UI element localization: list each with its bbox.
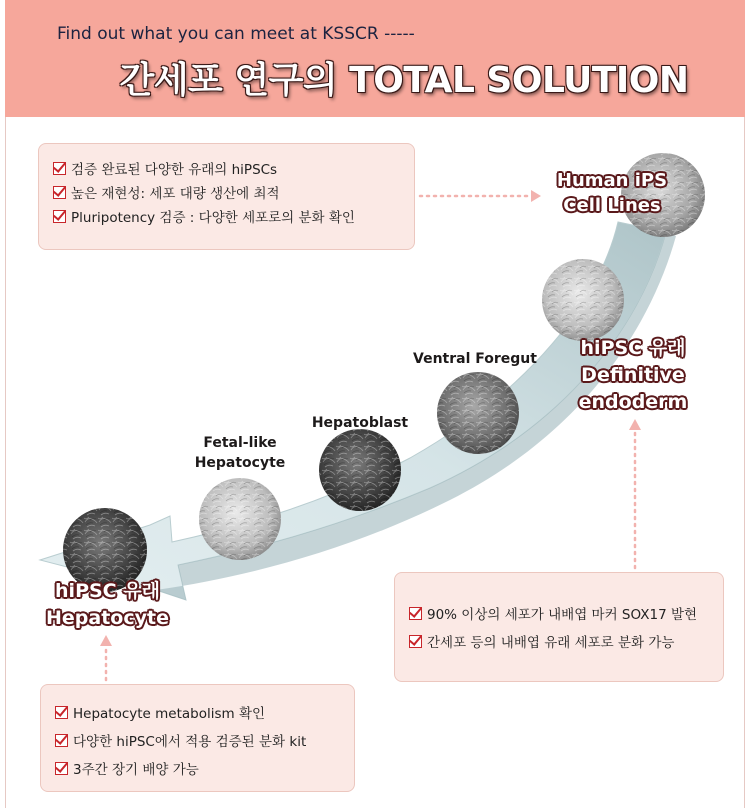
stage-label-definitive-endoderm: hiPSC 유래 Definitive endoderm <box>578 337 688 413</box>
list-item: 높은 재현성: 세포 대량 생산에 최적 <box>53 180 400 204</box>
list-item: Hepatocyte metabolism 확인 <box>55 698 340 726</box>
stage-label-hepatocyte: hiPSC 유래 Hepatocyte <box>46 580 169 629</box>
list-item: Pluripotency 검증 : 다양한 세포로의 분화 확인 <box>53 204 400 228</box>
checkbox-icon <box>55 762 68 775</box>
hepatocyte-info-box <box>40 684 355 792</box>
cell-image-hepatoblast <box>319 429 401 511</box>
stage-label-ventral-foregut: Ventral Foregut <box>413 351 537 367</box>
checkbox-icon <box>53 162 66 175</box>
list-item: 3주간 장기 배양 가능 <box>55 754 340 782</box>
ips-info-box <box>38 143 415 250</box>
top-box-connector <box>420 190 541 202</box>
checkbox-icon <box>55 706 68 719</box>
list-item: 검증 완료된 다양한 유래의 hiPSCs <box>53 156 400 180</box>
list-item: 다양한 hiPSC에서 적용 검증된 분화 kit <box>55 726 340 754</box>
cell-image-definitive-endoderm <box>542 259 624 341</box>
checkbox-icon <box>409 635 422 648</box>
checkbox-icon <box>53 210 66 223</box>
right-box-connector <box>629 419 641 568</box>
stage-label-hepatoblast: Hepatoblast <box>311 415 409 431</box>
checkbox-icon <box>55 734 68 747</box>
page-title: 간세포 연구의 TOTAL SOLUTION <box>119 60 689 101</box>
header-subtitle: Find out what you can meet at KSSCR ----- <box>57 24 415 44</box>
cell-image-fetal-hepatocyte <box>199 478 281 560</box>
list-item: 90% 이상의 세포가 내배엽 마커 SOX17 발현 <box>409 599 709 627</box>
stage-label-fetal-hepatocyte: Fetal-like Hepatocyte <box>194 435 286 471</box>
cell-image-ventral-foregut <box>437 372 519 454</box>
stage-label-human-ips: Human iPS Cell Lines <box>556 170 668 216</box>
checkbox-icon <box>409 607 422 620</box>
checkbox-icon <box>53 186 66 199</box>
bottom-box-connector <box>100 635 112 680</box>
endoderm-info-box <box>394 572 724 682</box>
list-item: 간세포 등의 내배엽 유래 세포로 분화 가능 <box>409 627 709 655</box>
